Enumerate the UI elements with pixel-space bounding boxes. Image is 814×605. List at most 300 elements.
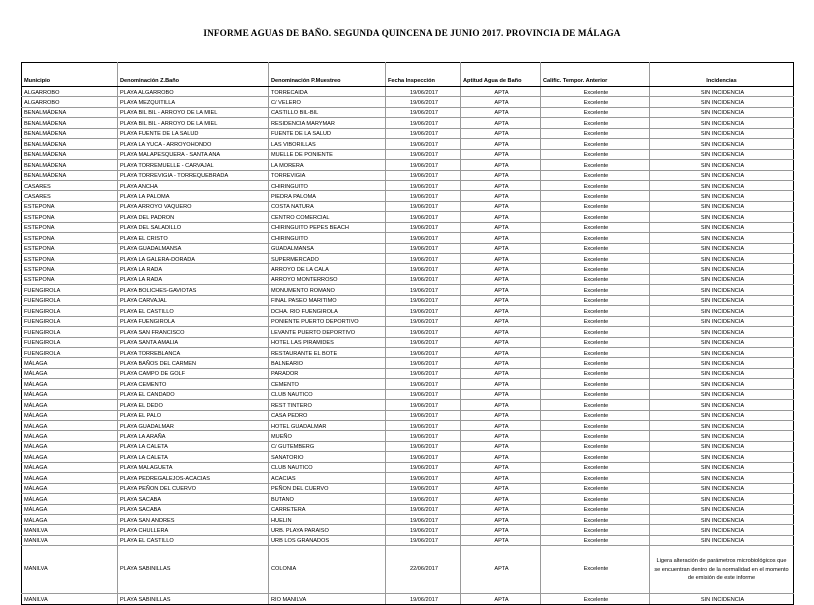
table-row bbox=[22, 514, 794, 524]
cell-incidencias: SIN INCIDENCIA bbox=[650, 441, 794, 451]
cell-denominacion-pmuestreo: MUEÑO bbox=[269, 431, 386, 441]
cell-denominacion-zbano: PLAYA LA PALOMA bbox=[118, 191, 269, 201]
cell-aptitud-agua-bano: APTA bbox=[461, 462, 541, 472]
cell-aptitud-agua-bano: APTA bbox=[461, 180, 541, 190]
table-header bbox=[22, 63, 794, 87]
cell-municipio: MÁLAGA bbox=[22, 452, 118, 462]
cell-calific-tempor-anterior: Excelente bbox=[541, 546, 650, 594]
cell-denominacion-pmuestreo: FINAL PASEO MARITIMO bbox=[269, 295, 386, 305]
cell-incidencias: SIN INCIDENCIA bbox=[650, 525, 794, 535]
cell-denominacion-pmuestreo: PARADOR bbox=[269, 368, 386, 378]
table-row bbox=[22, 306, 794, 316]
cell-calific-tempor-anterior: Excelente bbox=[541, 149, 650, 159]
cell-incidencias: SIN INCIDENCIA bbox=[650, 191, 794, 201]
cell-denominacion-zbano: PLAYA DEL SALADILLO bbox=[118, 222, 269, 232]
cell-denominacion-pmuestreo: FUENTE DE LA SALUD bbox=[269, 128, 386, 138]
table-row bbox=[22, 233, 794, 243]
cell-aptitud-agua-bano: APTA bbox=[461, 233, 541, 243]
table-row bbox=[22, 546, 794, 594]
cell-municipio: BENALMÁDENA bbox=[22, 160, 118, 170]
cell-aptitud-agua-bano: APTA bbox=[461, 118, 541, 128]
cell-incidencias: SIN INCIDENCIA bbox=[650, 327, 794, 337]
column-header-calific-tempor-anterior: Calific. Tempor. Anterior bbox=[541, 63, 650, 87]
table-row bbox=[22, 347, 794, 357]
cell-calific-tempor-anterior: Excelente bbox=[541, 233, 650, 243]
cell-aptitud-agua-bano: APTA bbox=[461, 473, 541, 483]
cell-incidencias: SIN INCIDENCIA bbox=[650, 170, 794, 180]
cell-denominacion-zbano: PLAYA TORREBLANCA bbox=[118, 347, 269, 357]
cell-denominacion-zbano: PLAYA CARVAJAL bbox=[118, 295, 269, 305]
cell-aptitud-agua-bano: APTA bbox=[461, 212, 541, 222]
cell-incidencias: SIN INCIDENCIA bbox=[650, 347, 794, 357]
cell-denominacion-zbano: PLAYA CHULLERA bbox=[118, 525, 269, 535]
cell-denominacion-pmuestreo: HOTEL GUADALMAR bbox=[269, 421, 386, 431]
table-row bbox=[22, 295, 794, 305]
cell-denominacion-zbano: PLAYA LA RADA bbox=[118, 274, 269, 284]
cell-fecha-inspeccion: 19/06/2017 bbox=[386, 358, 461, 368]
cell-municipio: BENALMÁDENA bbox=[22, 149, 118, 159]
cell-municipio: BENALMÁDENA bbox=[22, 128, 118, 138]
cell-municipio: MÁLAGA bbox=[22, 400, 118, 410]
cell-fecha-inspeccion: 19/06/2017 bbox=[386, 504, 461, 514]
cell-aptitud-agua-bano: APTA bbox=[461, 337, 541, 347]
cell-fecha-inspeccion: 19/06/2017 bbox=[386, 473, 461, 483]
cell-fecha-inspeccion: 19/06/2017 bbox=[386, 139, 461, 149]
cell-denominacion-pmuestreo: CEMENTO bbox=[269, 379, 386, 389]
cell-denominacion-pmuestreo: CHIRINGUITO bbox=[269, 233, 386, 243]
cell-calific-tempor-anterior: Excelente bbox=[541, 222, 650, 232]
cell-incidencias: SIN INCIDENCIA bbox=[650, 243, 794, 253]
cell-fecha-inspeccion: 19/06/2017 bbox=[386, 316, 461, 326]
cell-calific-tempor-anterior: Excelente bbox=[541, 504, 650, 514]
table-row bbox=[22, 594, 794, 604]
cell-municipio: MÁLAGA bbox=[22, 379, 118, 389]
cell-municipio: MANILVA bbox=[22, 546, 118, 594]
cell-aptitud-agua-bano: APTA bbox=[461, 514, 541, 524]
cell-denominacion-zbano: PLAYA EL CASTILLO bbox=[118, 306, 269, 316]
cell-fecha-inspeccion: 19/06/2017 bbox=[386, 222, 461, 232]
cell-denominacion-zbano: PLAYA SABINILLAS bbox=[118, 546, 269, 594]
cell-municipio: MÁLAGA bbox=[22, 514, 118, 524]
cell-denominacion-zbano: PLAYA LA CALETA bbox=[118, 452, 269, 462]
cell-denominacion-pmuestreo: GUADALMANSA bbox=[269, 243, 386, 253]
cell-denominacion-pmuestreo: CHIRINGUITO PEPES BEACH bbox=[269, 222, 386, 232]
cell-denominacion-zbano: PLAYA LA YUCA - ARROYOHONDO bbox=[118, 139, 269, 149]
page-title: INFORME AGUAS DE BAÑO. SEGUNDA QUINCENA DE JUNIO 2017. PROVINCIA DE MÁLAGA bbox=[203, 28, 621, 38]
cell-denominacion-pmuestreo: URB. PLAYA PARAISO bbox=[269, 525, 386, 535]
table-row bbox=[22, 368, 794, 378]
cell-municipio: CASARES bbox=[22, 191, 118, 201]
cell-municipio: MÁLAGA bbox=[22, 358, 118, 368]
cell-aptitud-agua-bano: APTA bbox=[461, 222, 541, 232]
cell-aptitud-agua-bano: APTA bbox=[461, 504, 541, 514]
column-header-aptitud-agua-bano: Aptitud Agua de Baño bbox=[461, 63, 541, 87]
table-row bbox=[22, 431, 794, 441]
cell-municipio: FUENGIROLA bbox=[22, 347, 118, 357]
table-row bbox=[22, 462, 794, 472]
cell-municipio: ESTEPONA bbox=[22, 274, 118, 284]
cell-fecha-inspeccion: 19/06/2017 bbox=[386, 201, 461, 211]
cell-aptitud-agua-bano: APTA bbox=[461, 285, 541, 295]
cell-aptitud-agua-bano: APTA bbox=[461, 483, 541, 493]
table-row bbox=[22, 483, 794, 493]
column-header-denominacion-zbano: Denominación Z.Baño bbox=[118, 63, 269, 87]
cell-calific-tempor-anterior: Excelente bbox=[541, 139, 650, 149]
cell-aptitud-agua-bano: APTA bbox=[461, 264, 541, 274]
cell-denominacion-pmuestreo: CLUB NAUTICO bbox=[269, 462, 386, 472]
table-row bbox=[22, 337, 794, 347]
cell-aptitud-agua-bano: APTA bbox=[461, 170, 541, 180]
cell-municipio: FUENGIROLA bbox=[22, 295, 118, 305]
cell-municipio: MÁLAGA bbox=[22, 368, 118, 378]
cell-denominacion-zbano: PLAYA GUADALMAR bbox=[118, 421, 269, 431]
cell-calific-tempor-anterior: Excelente bbox=[541, 295, 650, 305]
cell-calific-tempor-anterior: Excelente bbox=[541, 316, 650, 326]
cell-denominacion-pmuestreo: LA MORERA bbox=[269, 160, 386, 170]
cell-incidencias: SIN INCIDENCIA bbox=[650, 160, 794, 170]
cell-calific-tempor-anterior: Excelente bbox=[541, 358, 650, 368]
cell-denominacion-pmuestreo: CASTILLO BIL-BIL bbox=[269, 107, 386, 117]
cell-fecha-inspeccion: 19/06/2017 bbox=[386, 107, 461, 117]
cell-calific-tempor-anterior: Excelente bbox=[541, 97, 650, 107]
cell-incidencias: SIN INCIDENCIA bbox=[650, 201, 794, 211]
cell-municipio: ALGARROBO bbox=[22, 97, 118, 107]
cell-calific-tempor-anterior: Excelente bbox=[541, 170, 650, 180]
cell-denominacion-pmuestreo: DCHA. RIO FUENGIROLA bbox=[269, 306, 386, 316]
cell-aptitud-agua-bano: APTA bbox=[461, 274, 541, 284]
cell-calific-tempor-anterior: Excelente bbox=[541, 87, 650, 97]
table-row bbox=[22, 118, 794, 128]
cell-denominacion-pmuestreo: TORREVIGIA bbox=[269, 170, 386, 180]
cell-calific-tempor-anterior: Excelente bbox=[541, 421, 650, 431]
table-body bbox=[22, 87, 794, 605]
table-row bbox=[22, 504, 794, 514]
cell-municipio: BENALMÁDENA bbox=[22, 170, 118, 180]
table-row bbox=[22, 87, 794, 97]
cell-fecha-inspeccion: 19/06/2017 bbox=[386, 441, 461, 451]
table-row bbox=[22, 494, 794, 504]
cell-denominacion-zbano: PLAYA MALAPESQUERA - SANTA ANA bbox=[118, 149, 269, 159]
cell-denominacion-pmuestreo: C/ VELERO bbox=[269, 97, 386, 107]
cell-aptitud-agua-bano: APTA bbox=[461, 97, 541, 107]
cell-denominacion-zbano: PLAYA MALAGUETA bbox=[118, 462, 269, 472]
cell-fecha-inspeccion: 19/06/2017 bbox=[386, 212, 461, 222]
cell-calific-tempor-anterior: Excelente bbox=[541, 306, 650, 316]
cell-denominacion-zbano: PLAYA ALGARROBO bbox=[118, 87, 269, 97]
cell-denominacion-zbano: PLAYA CEMENTO bbox=[118, 379, 269, 389]
cell-denominacion-zbano: PLAYA BIL BIL - ARROYO DE LA MIEL bbox=[118, 118, 269, 128]
cell-fecha-inspeccion: 19/06/2017 bbox=[386, 494, 461, 504]
cell-incidencias: SIN INCIDENCIA bbox=[650, 233, 794, 243]
cell-denominacion-pmuestreo: CARRETERA bbox=[269, 504, 386, 514]
cell-denominacion-zbano: PLAYA EL DEDO bbox=[118, 400, 269, 410]
column-header-incidencias: Incidencias bbox=[650, 63, 794, 87]
table-row bbox=[22, 212, 794, 222]
cell-fecha-inspeccion: 19/06/2017 bbox=[386, 535, 461, 545]
cell-calific-tempor-anterior: Excelente bbox=[541, 118, 650, 128]
cell-aptitud-agua-bano: APTA bbox=[461, 149, 541, 159]
cell-calific-tempor-anterior: Excelente bbox=[541, 254, 650, 264]
cell-fecha-inspeccion: 19/06/2017 bbox=[386, 400, 461, 410]
cell-incidencias: SIN INCIDENCIA bbox=[650, 514, 794, 524]
table-row bbox=[22, 274, 794, 284]
cell-calific-tempor-anterior: Excelente bbox=[541, 410, 650, 420]
table-row bbox=[22, 97, 794, 107]
cell-denominacion-zbano: PLAYA PEDREGALEJOS-ACACIAS bbox=[118, 473, 269, 483]
cell-aptitud-agua-bano: APTA bbox=[461, 421, 541, 431]
cell-incidencias: SIN INCIDENCIA bbox=[650, 149, 794, 159]
table-row bbox=[22, 254, 794, 264]
cell-aptitud-agua-bano: APTA bbox=[461, 389, 541, 399]
cell-municipio: MANILVA bbox=[22, 594, 118, 604]
cell-denominacion-pmuestreo: HOTEL LAS PIRAMIDES bbox=[269, 337, 386, 347]
cell-denominacion-zbano: PLAYA BIL BIL - ARROYO DE LA MIEL bbox=[118, 107, 269, 117]
cell-denominacion-zbano: PLAYA EL PALO bbox=[118, 410, 269, 420]
bathing-water-report-table bbox=[21, 62, 794, 605]
cell-fecha-inspeccion: 19/06/2017 bbox=[386, 347, 461, 357]
cell-denominacion-zbano: PLAYA LA ARAÑA bbox=[118, 431, 269, 441]
cell-calific-tempor-anterior: Excelente bbox=[541, 243, 650, 253]
cell-calific-tempor-anterior: Excelente bbox=[541, 274, 650, 284]
cell-aptitud-agua-bano: APTA bbox=[461, 295, 541, 305]
cell-fecha-inspeccion: 19/06/2017 bbox=[386, 306, 461, 316]
cell-incidencias: SIN INCIDENCIA bbox=[650, 483, 794, 493]
cell-denominacion-pmuestreo: ARROYO MONTERROSO bbox=[269, 274, 386, 284]
cell-fecha-inspeccion: 19/06/2017 bbox=[386, 149, 461, 159]
cell-aptitud-agua-bano: APTA bbox=[461, 594, 541, 604]
cell-incidencias: SIN INCIDENCIA bbox=[650, 504, 794, 514]
cell-denominacion-pmuestreo: SANATORIO bbox=[269, 452, 386, 462]
cell-fecha-inspeccion: 19/06/2017 bbox=[386, 389, 461, 399]
cell-denominacion-pmuestreo: PONIENTE PUERTO DEPORTIVO bbox=[269, 316, 386, 326]
cell-denominacion-zbano: PLAYA MEZQUITILLA bbox=[118, 97, 269, 107]
cell-aptitud-agua-bano: APTA bbox=[461, 87, 541, 97]
cell-fecha-inspeccion: 19/06/2017 bbox=[386, 274, 461, 284]
cell-denominacion-zbano: PLAYA SAN ANDRES bbox=[118, 514, 269, 524]
cell-fecha-inspeccion: 19/06/2017 bbox=[386, 295, 461, 305]
cell-aptitud-agua-bano: APTA bbox=[461, 201, 541, 211]
cell-municipio: MANILVA bbox=[22, 535, 118, 545]
cell-denominacion-pmuestreo: BALNEARIO bbox=[269, 358, 386, 368]
cell-municipio: FUENGIROLA bbox=[22, 306, 118, 316]
cell-municipio: MÁLAGA bbox=[22, 462, 118, 472]
cell-denominacion-zbano: PLAYA CAMPO DE GOLF bbox=[118, 368, 269, 378]
cell-denominacion-pmuestreo: HUELIN bbox=[269, 514, 386, 524]
cell-incidencias: SIN INCIDENCIA bbox=[650, 118, 794, 128]
column-header-denominacion-pmuestreo: Denominación P.Muestreo bbox=[269, 63, 386, 87]
table-row bbox=[22, 170, 794, 180]
cell-municipio: MÁLAGA bbox=[22, 431, 118, 441]
cell-incidencias: SIN INCIDENCIA bbox=[650, 452, 794, 462]
cell-incidencias: SIN INCIDENCIA bbox=[650, 306, 794, 316]
table-row bbox=[22, 264, 794, 274]
cell-fecha-inspeccion: 19/06/2017 bbox=[386, 87, 461, 97]
cell-fecha-inspeccion: 19/06/2017 bbox=[386, 160, 461, 170]
cell-aptitud-agua-bano: APTA bbox=[461, 431, 541, 441]
cell-incidencias: SIN INCIDENCIA bbox=[650, 87, 794, 97]
table-row bbox=[22, 410, 794, 420]
cell-denominacion-zbano: PLAYA SACABA bbox=[118, 504, 269, 514]
cell-calific-tempor-anterior: Excelente bbox=[541, 462, 650, 472]
cell-denominacion-pmuestreo: REST TINTERO bbox=[269, 400, 386, 410]
cell-fecha-inspeccion: 19/06/2017 bbox=[386, 191, 461, 201]
cell-calific-tempor-anterior: Excelente bbox=[541, 389, 650, 399]
cell-fecha-inspeccion: 19/06/2017 bbox=[386, 243, 461, 253]
cell-aptitud-agua-bano: APTA bbox=[461, 546, 541, 594]
cell-fecha-inspeccion: 19/06/2017 bbox=[386, 97, 461, 107]
cell-fecha-inspeccion: 19/06/2017 bbox=[386, 452, 461, 462]
cell-calific-tempor-anterior: Excelente bbox=[541, 264, 650, 274]
table-row bbox=[22, 327, 794, 337]
cell-denominacion-pmuestreo: RESTAURANTE EL BOTE bbox=[269, 347, 386, 357]
cell-incidencias: SIN INCIDENCIA bbox=[650, 421, 794, 431]
cell-aptitud-agua-bano: APTA bbox=[461, 254, 541, 264]
cell-incidencias: SIN INCIDENCIA bbox=[650, 180, 794, 190]
cell-incidencias: SIN INCIDENCIA bbox=[650, 379, 794, 389]
table-row bbox=[22, 128, 794, 138]
cell-calific-tempor-anterior: Excelente bbox=[541, 180, 650, 190]
table-row bbox=[22, 222, 794, 232]
cell-denominacion-zbano: PLAYA BAÑOS DEL CARMEN bbox=[118, 358, 269, 368]
cell-fecha-inspeccion: 19/06/2017 bbox=[386, 337, 461, 347]
cell-aptitud-agua-bano: APTA bbox=[461, 347, 541, 357]
cell-denominacion-pmuestreo: ARROYO DE LA CALA bbox=[269, 264, 386, 274]
cell-denominacion-pmuestreo: RIO MANILVA bbox=[269, 594, 386, 604]
cell-fecha-inspeccion: 19/06/2017 bbox=[386, 594, 461, 604]
cell-denominacion-zbano: PLAYA ARROYO VAQUERO bbox=[118, 201, 269, 211]
cell-incidencias: SIN INCIDENCIA bbox=[650, 264, 794, 274]
cell-incidencias: SIN INCIDENCIA bbox=[650, 212, 794, 222]
cell-denominacion-pmuestreo: CENTRO COMERCIAL bbox=[269, 212, 386, 222]
cell-municipio: BENALMÁDENA bbox=[22, 118, 118, 128]
cell-denominacion-zbano: PLAYA DEL PADRON bbox=[118, 212, 269, 222]
cell-denominacion-pmuestreo: LAS VIBORILLAS bbox=[269, 139, 386, 149]
cell-incidencias: SIN INCIDENCIA bbox=[650, 400, 794, 410]
cell-incidencias: SIN INCIDENCIA bbox=[650, 473, 794, 483]
cell-incidencias: SIN INCIDENCIA bbox=[650, 594, 794, 604]
cell-denominacion-pmuestreo: CASA PEDRO bbox=[269, 410, 386, 420]
cell-denominacion-zbano: PLAYA LA CALETA bbox=[118, 441, 269, 451]
cell-aptitud-agua-bano: APTA bbox=[461, 191, 541, 201]
cell-denominacion-pmuestreo: C/ GUTEMBERG bbox=[269, 441, 386, 451]
table-row bbox=[22, 191, 794, 201]
cell-denominacion-pmuestreo: COSTA NATURA bbox=[269, 201, 386, 211]
cell-denominacion-pmuestreo: CHIRINGUITO bbox=[269, 180, 386, 190]
cell-denominacion-pmuestreo: CLUB NAUTICO bbox=[269, 389, 386, 399]
cell-municipio: FUENGIROLA bbox=[22, 327, 118, 337]
cell-calific-tempor-anterior: Excelente bbox=[541, 212, 650, 222]
cell-incidencias: SIN INCIDENCIA bbox=[650, 274, 794, 284]
cell-municipio: ESTEPONA bbox=[22, 201, 118, 211]
cell-denominacion-zbano: PLAYA FUENTE DE LA SALUD bbox=[118, 128, 269, 138]
cell-denominacion-zbano: PLAYA SAN FRANCISCO bbox=[118, 327, 269, 337]
table-row bbox=[22, 139, 794, 149]
cell-denominacion-pmuestreo: BUTANO bbox=[269, 494, 386, 504]
table-row bbox=[22, 180, 794, 190]
table-row bbox=[22, 400, 794, 410]
cell-calific-tempor-anterior: Excelente bbox=[541, 128, 650, 138]
cell-denominacion-zbano: PLAYA ANCHA bbox=[118, 180, 269, 190]
cell-fecha-inspeccion: 19/06/2017 bbox=[386, 128, 461, 138]
cell-denominacion-zbano: PLAYA SANTA AMALIA bbox=[118, 337, 269, 347]
cell-fecha-inspeccion: 19/06/2017 bbox=[386, 368, 461, 378]
cell-calific-tempor-anterior: Excelente bbox=[541, 107, 650, 117]
cell-calific-tempor-anterior: Excelente bbox=[541, 368, 650, 378]
cell-municipio: MANILVA bbox=[22, 525, 118, 535]
cell-denominacion-zbano: PLAYA LA GALERA-DORADA bbox=[118, 254, 269, 264]
table-row bbox=[22, 358, 794, 368]
cell-calific-tempor-anterior: Excelente bbox=[541, 594, 650, 604]
cell-calific-tempor-anterior: Excelente bbox=[541, 441, 650, 451]
cell-incidencias: SIN INCIDENCIA bbox=[650, 254, 794, 264]
cell-denominacion-zbano: PLAYA GUADALMANSA bbox=[118, 243, 269, 253]
cell-aptitud-agua-bano: APTA bbox=[461, 107, 541, 117]
cell-denominacion-pmuestreo: COLONIA bbox=[269, 546, 386, 594]
cell-calific-tempor-anterior: Excelente bbox=[541, 483, 650, 493]
table-row bbox=[22, 201, 794, 211]
cell-incidencias: SIN INCIDENCIA bbox=[650, 316, 794, 326]
cell-fecha-inspeccion: 19/06/2017 bbox=[386, 431, 461, 441]
cell-fecha-inspeccion: 19/06/2017 bbox=[386, 379, 461, 389]
table-row bbox=[22, 441, 794, 451]
cell-aptitud-agua-bano: APTA bbox=[461, 494, 541, 504]
cell-municipio: MÁLAGA bbox=[22, 421, 118, 431]
cell-fecha-inspeccion: 19/06/2017 bbox=[386, 285, 461, 295]
cell-municipio: MÁLAGA bbox=[22, 389, 118, 399]
cell-denominacion-pmuestreo: PIEDRA PALOMA bbox=[269, 191, 386, 201]
cell-denominacion-pmuestreo: URB LOS GRANADOS bbox=[269, 535, 386, 545]
table-row bbox=[22, 149, 794, 159]
table-row bbox=[22, 421, 794, 431]
cell-denominacion-zbano: PLAYA EL CASTILLO bbox=[118, 535, 269, 545]
cell-fecha-inspeccion: 22/06/2017 bbox=[386, 546, 461, 594]
cell-denominacion-pmuestreo: PEÑON DEL CUERVO bbox=[269, 483, 386, 493]
cell-fecha-inspeccion: 19/06/2017 bbox=[386, 514, 461, 524]
cell-aptitud-agua-bano: APTA bbox=[461, 139, 541, 149]
cell-denominacion-zbano: PLAYA EL CRISTO bbox=[118, 233, 269, 243]
table-row bbox=[22, 316, 794, 326]
cell-fecha-inspeccion: 19/06/2017 bbox=[386, 118, 461, 128]
table-row bbox=[22, 107, 794, 117]
cell-fecha-inspeccion: 19/06/2017 bbox=[386, 483, 461, 493]
cell-denominacion-pmuestreo: MUELLE DE PONIENTE bbox=[269, 149, 386, 159]
cell-calific-tempor-anterior: Excelente bbox=[541, 525, 650, 535]
cell-aptitud-agua-bano: APTA bbox=[461, 441, 541, 451]
cell-calific-tempor-anterior: Excelente bbox=[541, 201, 650, 211]
cell-fecha-inspeccion: 19/06/2017 bbox=[386, 180, 461, 190]
cell-municipio: FUENGIROLA bbox=[22, 285, 118, 295]
cell-aptitud-agua-bano: APTA bbox=[461, 160, 541, 170]
cell-calific-tempor-anterior: Excelente bbox=[541, 514, 650, 524]
cell-incidencias: SIN INCIDENCIA bbox=[650, 222, 794, 232]
cell-denominacion-zbano: PLAYA SABINILLAS bbox=[118, 594, 269, 604]
cell-fecha-inspeccion: 19/06/2017 bbox=[386, 410, 461, 420]
cell-aptitud-agua-bano: APTA bbox=[461, 535, 541, 545]
cell-denominacion-zbano: PLAYA PEÑON DEL CUERVO bbox=[118, 483, 269, 493]
cell-incidencias: Ligera alteración de parámetros microbiológicos que se encuentran dentro de la normalidad en el momento de emisión de este informe bbox=[650, 546, 794, 594]
cell-denominacion-pmuestreo: MONUMENTO ROMANO bbox=[269, 285, 386, 295]
cell-fecha-inspeccion: 19/06/2017 bbox=[386, 254, 461, 264]
cell-incidencias: SIN INCIDENCIA bbox=[650, 285, 794, 295]
table-row bbox=[22, 379, 794, 389]
column-header-municipio: Municipio bbox=[22, 63, 118, 87]
cell-municipio: BENALMÁDENA bbox=[22, 139, 118, 149]
table-row bbox=[22, 452, 794, 462]
cell-municipio: ALGARROBO bbox=[22, 87, 118, 97]
cell-calific-tempor-anterior: Excelente bbox=[541, 379, 650, 389]
cell-fecha-inspeccion: 19/06/2017 bbox=[386, 327, 461, 337]
cell-denominacion-pmuestreo: ACACIAS bbox=[269, 473, 386, 483]
